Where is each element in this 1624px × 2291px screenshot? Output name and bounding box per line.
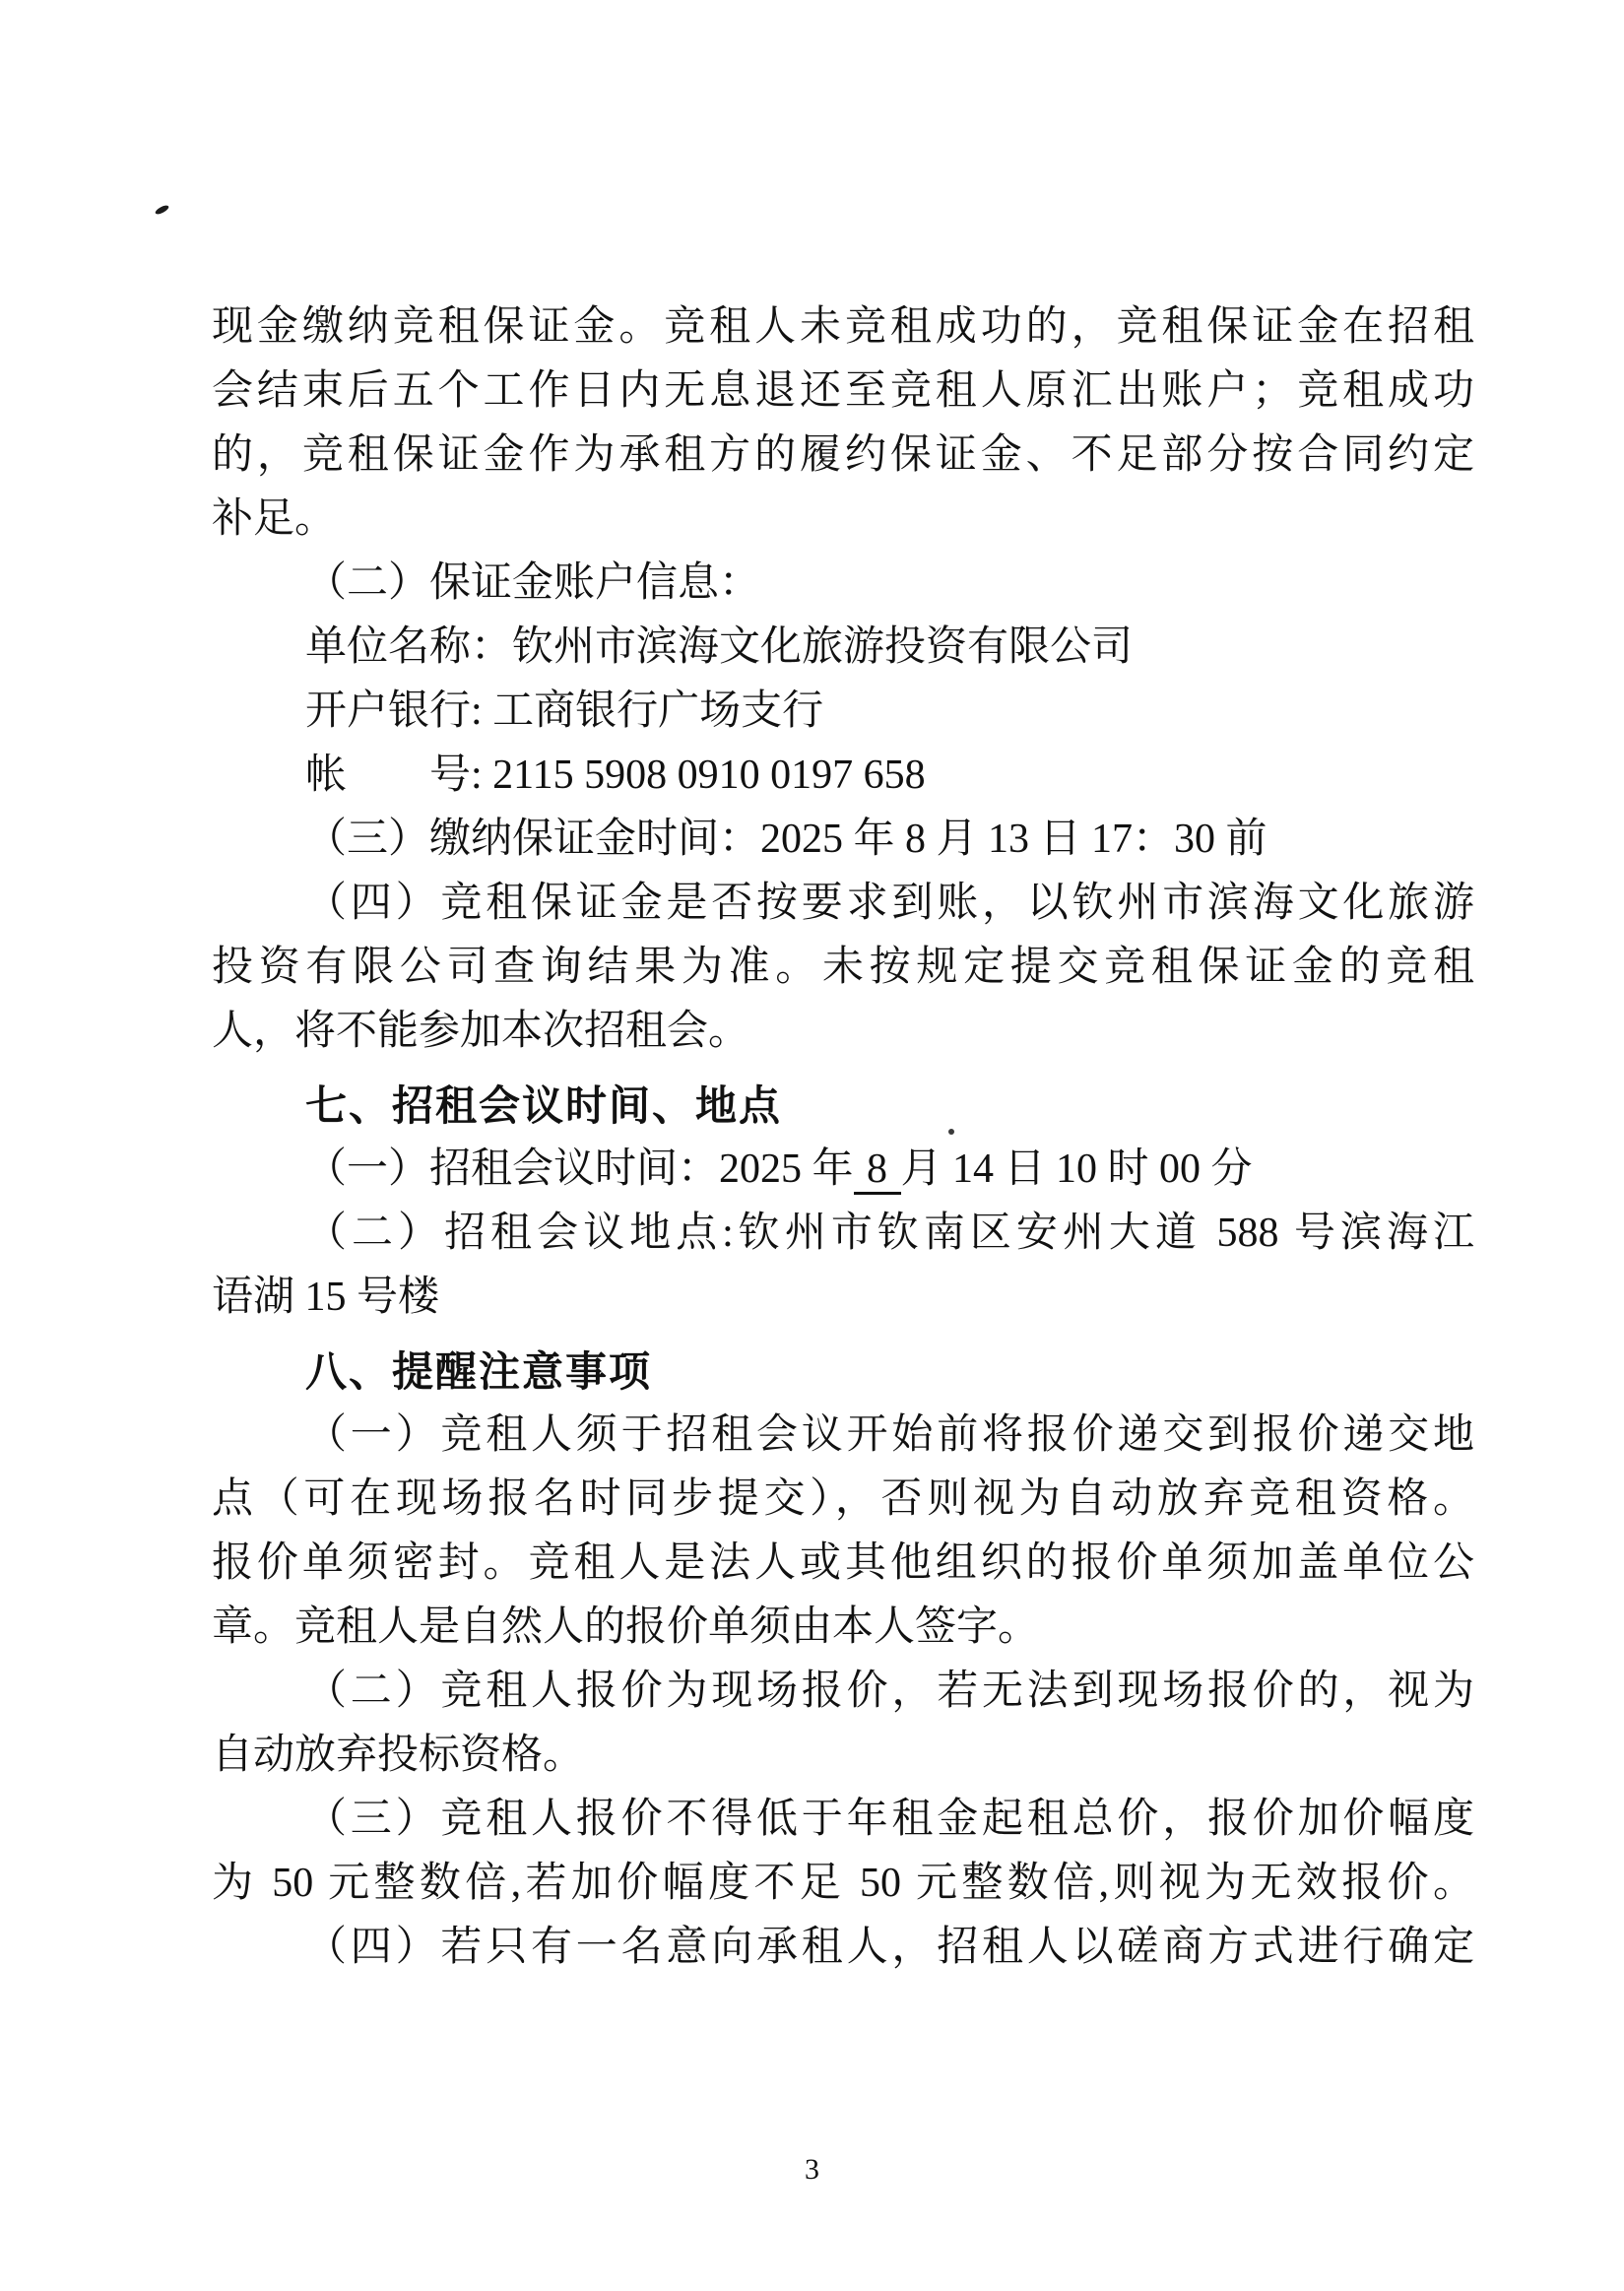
text-line: （二）招租会议地点:钦州市钦南区安州大道 588 号滨海江: [305, 1211, 1474, 1256]
page-number: 3: [805, 2153, 819, 2186]
section-heading: 八、提醒注意事项: [305, 1348, 653, 1395]
text-line: 点（可在现场报名时同步提交），否则视为自动放弃竞租资格。: [212, 1476, 1474, 1522]
text-line: 帐 号: 2115 5908 0910 0197 658: [305, 753, 926, 798]
text-segment: 月 14 日 10 时 00 分: [900, 1146, 1253, 1192]
text-line: [212, 1138, 1474, 1202]
text-line: 语湖 15 号楼: [212, 1275, 440, 1320]
text-segment: （一）招租会议时间：2025 年: [305, 1146, 854, 1192]
document-body: [212, 295, 1474, 1980]
text-line: 补足。: [212, 496, 337, 542]
text-line: （二）保证金账户信息：: [305, 560, 761, 606]
text-line: （三）缴纳保证金时间：2025 年 8 月 13 日 17：30 前: [305, 817, 1267, 862]
text-line: 现金缴纳竞租保证金。竞租人未竞租成功的，竞租保证金在招租: [212, 304, 1474, 350]
text-line: 章。竞租人是自然人的报价单须由本人签字。: [212, 1604, 1040, 1650]
text-line: 的，竞租保证金作为承租方的履约保证金、不足部分按合同约定: [212, 432, 1474, 478]
text-line: （三）竞租人报价不得低于年租金起租总价，报价加价幅度: [305, 1797, 1474, 1842]
text-line: （四）若只有一名意向承租人，招租人以磋商方式进行确定: [305, 1925, 1474, 1970]
text-line: （一）竞租人须于招租会议开始前将报价递交到报价递交地: [305, 1412, 1474, 1458]
text-line: 单位名称：钦州市滨海文化旅游投资有限公司: [305, 624, 1134, 670]
text-line: 为 50 元整数倍,若加价幅度不足 50 元整数倍,则视为无效报价。: [212, 1861, 1474, 1906]
section-heading: 七、招租会议时间、地点: [305, 1082, 783, 1129]
text-line: 报价单须密封。竞租人是法人或其他组织的报价单须加盖单位公: [212, 1540, 1474, 1586]
text-line: （四）竞租保证金是否按要求到账，以钦州市滨海文化旅游: [305, 881, 1474, 926]
text-line: （二）竞租人报价为现场报价，若无法到现场报价的，视为: [305, 1669, 1474, 1714]
text-line: 人，将不能参加本次招租会。: [212, 1009, 750, 1054]
text-line: 开户银行: 工商银行广场支行: [305, 688, 824, 734]
text-line: 投资有限公司查询结果为准。未按规定提交竞租保证金的竞租: [212, 945, 1474, 990]
underlined-text: 8: [854, 1146, 901, 1195]
text-line: 自动放弃投标资格。: [212, 1733, 585, 1778]
text-line: 会结束后五个工作日内无息退还至竞租人原汇出账户；竞租成功: [212, 368, 1474, 414]
ink-speck-mark: [154, 204, 169, 216]
